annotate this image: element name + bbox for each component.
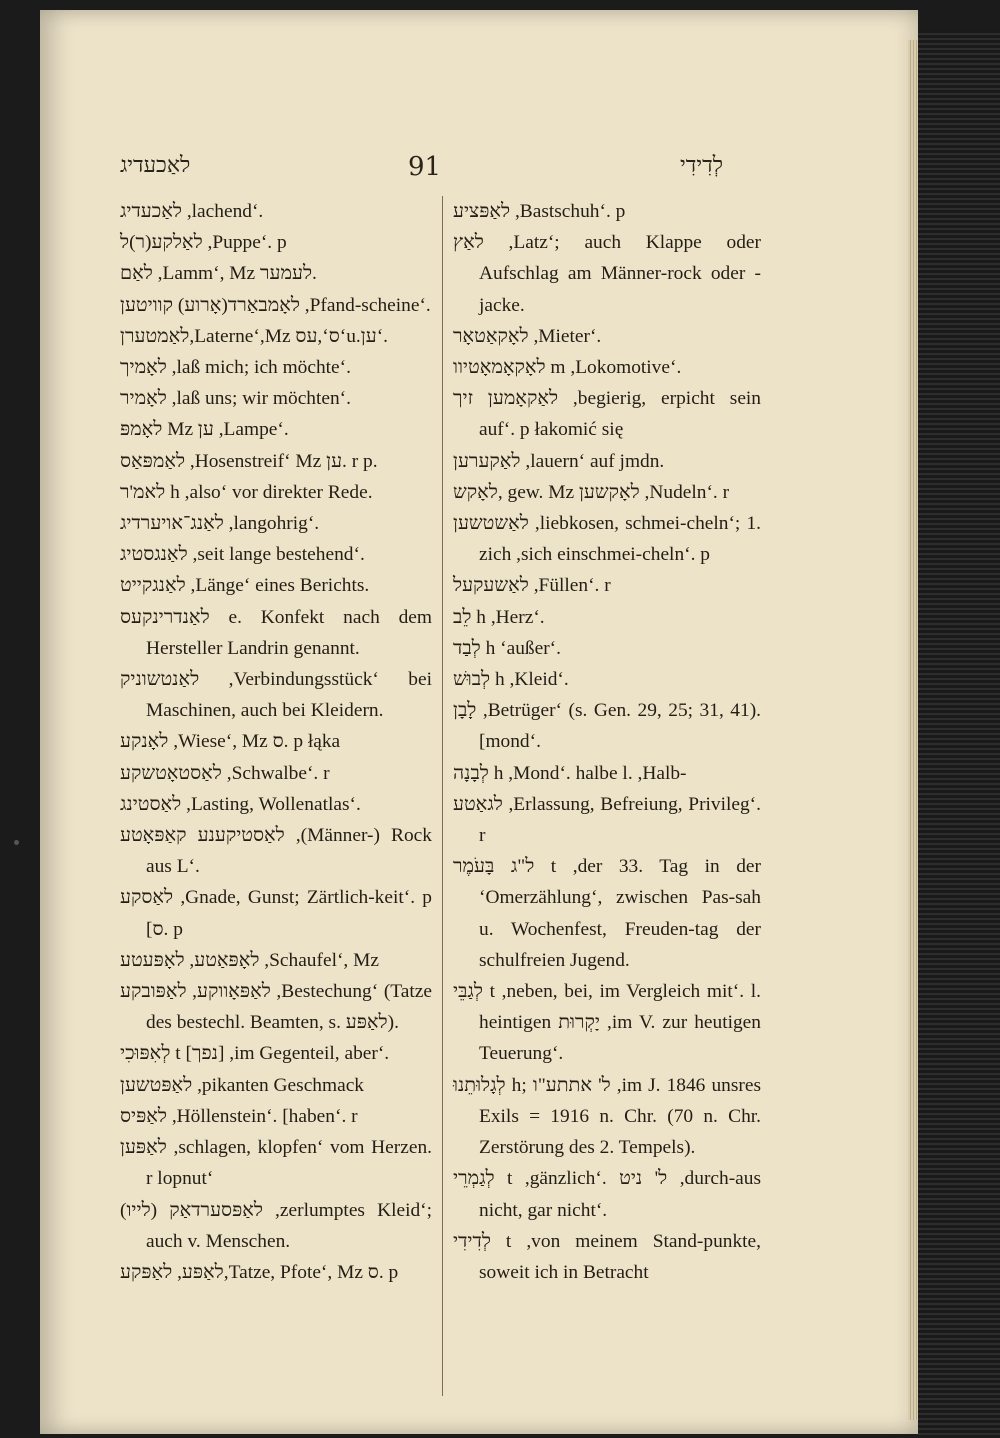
book-spine — [918, 30, 1000, 1438]
dictionary-entry: לאַלקע(ר)ל ,Puppe‘. p — [120, 232, 287, 254]
dictionary-entry: לאָנקע ,Wiese‘, Mz ס. p łąka — [120, 731, 341, 753]
dictionary-entry: לְדִידִי t ,von meinem Stand-punkte, soweit ich in Betracht — [453, 1230, 761, 1283]
dictionary-entry: לאַפּציע ,Bastschuh‘. p — [453, 201, 626, 222]
dictionary-entry: לאָמפּ Mz ען ,Lampe‘. — [120, 419, 289, 441]
column-divider — [442, 196, 443, 1396]
dictionary-entry: לָבָן ,Betrüger‘ (s. Gen. 29, 25; 31, 41). [mond‘. — [453, 700, 761, 753]
dictionary-entry: לאָפּאַטע, לאָפּעטע ,Schaufel‘, Mz — [120, 949, 379, 971]
dictionary-entry: לאָמיר ,laß uns; wir möchten‘. — [120, 388, 351, 410]
dictionary-entry: לְבוּשׁ h ,Kleid‘. — [453, 669, 569, 691]
dictionary-entry: לאַשטשען ,liebkosen, schmei-cheln‘; 1. zich ,sich einschmei-cheln‘. p — [453, 513, 761, 566]
right-running-headword: לְדִידִי — [680, 153, 723, 178]
left-column — [120, 196, 432, 1288]
dictionary-entry: לאַפּיס ,Höllenstein‘. [haben‘. r — [120, 1105, 358, 1127]
dictionary-entry: לאמ'ר h ,also‘ vor direkter Rede. — [120, 481, 373, 503]
dictionary-entry: לאַנטשוניק ,Verbindungsstück‘ bei Maschinen, auch bei Kleidern. — [120, 669, 432, 722]
dictionary-entry: לאַנג־אויערדיג ,langohrig‘. — [120, 513, 320, 535]
dictionary-entry: לאַשעקעל ,Füllen‘. r — [453, 575, 611, 597]
dictionary-entry: לְאִפּוּכִי t [נפך] ,im Gegenteil, aber‘. — [120, 1043, 390, 1065]
dictionary-entry: לגאַטע ,Erlassung, Befreiung, Privileg‘. r — [453, 793, 761, 847]
dictionary-entry: לאַץ ,Latz‘; auch Klappe oder Aufschlag am Männer-rock oder -jacke. — [453, 232, 761, 316]
margin-speck — [14, 840, 19, 845]
dictionary-entry: לאַסטאָטשקע ,Schwalbe‘. r — [120, 762, 330, 784]
dictionary-entry: לאַפּען ,schlagen, klopfen‘ vom Herzen. r lopnut‘ — [120, 1137, 432, 1190]
dictionary-entry: לאַסטינג ,Lasting, Wollenatlas‘. — [120, 793, 361, 815]
dictionary-entry: לאַקערען ,lauern‘ auf jmdn. — [453, 450, 665, 472]
page-number: 91 — [408, 152, 442, 182]
dictionary-entry: לאָמבאַרד(אָרוע) קוויטען ,Pfand-scheine‘. — [120, 294, 431, 316]
dictionary-entry: לאַפּע, לאַפּקע,Tatze, Pfote‘, Mz ס. p — [120, 1261, 399, 1283]
dictionary-entry: ל"ג בָּעֹמֶר t ,der 33. Tag in der ‘Omerzählung‘, zwischen Pas-sah u. Wochenfest, Freuden-tag der schulfreien Jugend. — [453, 856, 761, 971]
dictionary-entry: לאָקאַטאָר ,Mieter‘. — [453, 325, 602, 347]
dictionary-entry: לְבַד h ‘außer‘. — [453, 637, 561, 659]
left-running-headword: לאַכעדיג — [120, 153, 191, 178]
dictionary-entry: לְגַבֵּי t ,neben, bei, im Vergleich mit‘. l. heintigen יָקְרוּת ,im V. zur heutigen Teuerung‘. — [453, 981, 761, 1065]
dictionary-entry: לאַסקע ,Gnade, Gunst; Zärtlich-keit‘. p [ס. p — [120, 887, 432, 940]
dictionary-entry: לאָמיך ,laß mich; ich möchte‘. — [120, 357, 351, 379]
dictionary-entry: לאַקאָמען זיך ,begierig, erpicht sein auf‘. p łakomić się — [453, 388, 762, 441]
dictionary-entry: לאַפּטשען ,pikanten Geschmack — [120, 1074, 364, 1096]
dictionary-entry: לאַפּאָווקע, לאַפּובקע ,Bestechung‘ (Tatze des bestechl. Beamten, s. לאַפּע). — [120, 981, 433, 1034]
dictionary-entry: לאַמטערן,Laterne‘,Mz ס‘,עס‘u.ען‘. — [120, 325, 389, 347]
dictionary-entry: לאַפּסערדאַק (לייו) ,zerlumptes Kleid‘; auch v. Menschen. — [120, 1199, 432, 1252]
dictionary-entry: לאַכעדיג ,lachend‘. — [120, 201, 264, 222]
dictionary-entry: לאַסטיקענע קאַפּאָטע ,(Männer-) Rock aus L‘. — [120, 825, 432, 878]
dictionary-entry: לאַם ,Lamm‘, Mz לעמער. — [120, 263, 317, 285]
dictionary-entry: לאַנגקייט ,Länge‘ eines Berichts. — [120, 575, 370, 597]
dictionary-entry: לְבָנָה h ,Mond‘. halbe l. ,Halb- — [453, 762, 687, 784]
right-column — [453, 196, 761, 1288]
dictionary-entry: לאָקאָמאָטיוו m ,Lokomotive‘. — [453, 357, 682, 379]
dictionary-entry: לאַמפּאַס ,Hosenstreif‘ Mz ען. r p. — [120, 450, 378, 472]
dictionary-entry: לְגָלוּתֵנוּ h; ל' אתתע"ו ,im J. 1846 unsres Exils = 1916 n. Chr. (70 n. Chr. Zerstörung des 2. Tempels). — [453, 1074, 761, 1159]
dictionary-entry: לֵב h ,Herz‘. — [453, 606, 545, 628]
dictionary-entry: לאָקש, gew. Mz לאָקשען ,Nudeln‘. r — [453, 481, 730, 503]
dictionary-entry: לְגַמְרֵי t ,gänzlich‘. ל' ניט ,durch-aus nicht, gar nicht‘. — [453, 1168, 762, 1221]
dictionary-entry: לאַנגסטיג ,seit lange bestehend‘. — [120, 544, 365, 566]
dictionary-entry: לאַנדרינקעס e. Konfekt nach dem Hersteller Landrin genannt. — [120, 606, 432, 659]
